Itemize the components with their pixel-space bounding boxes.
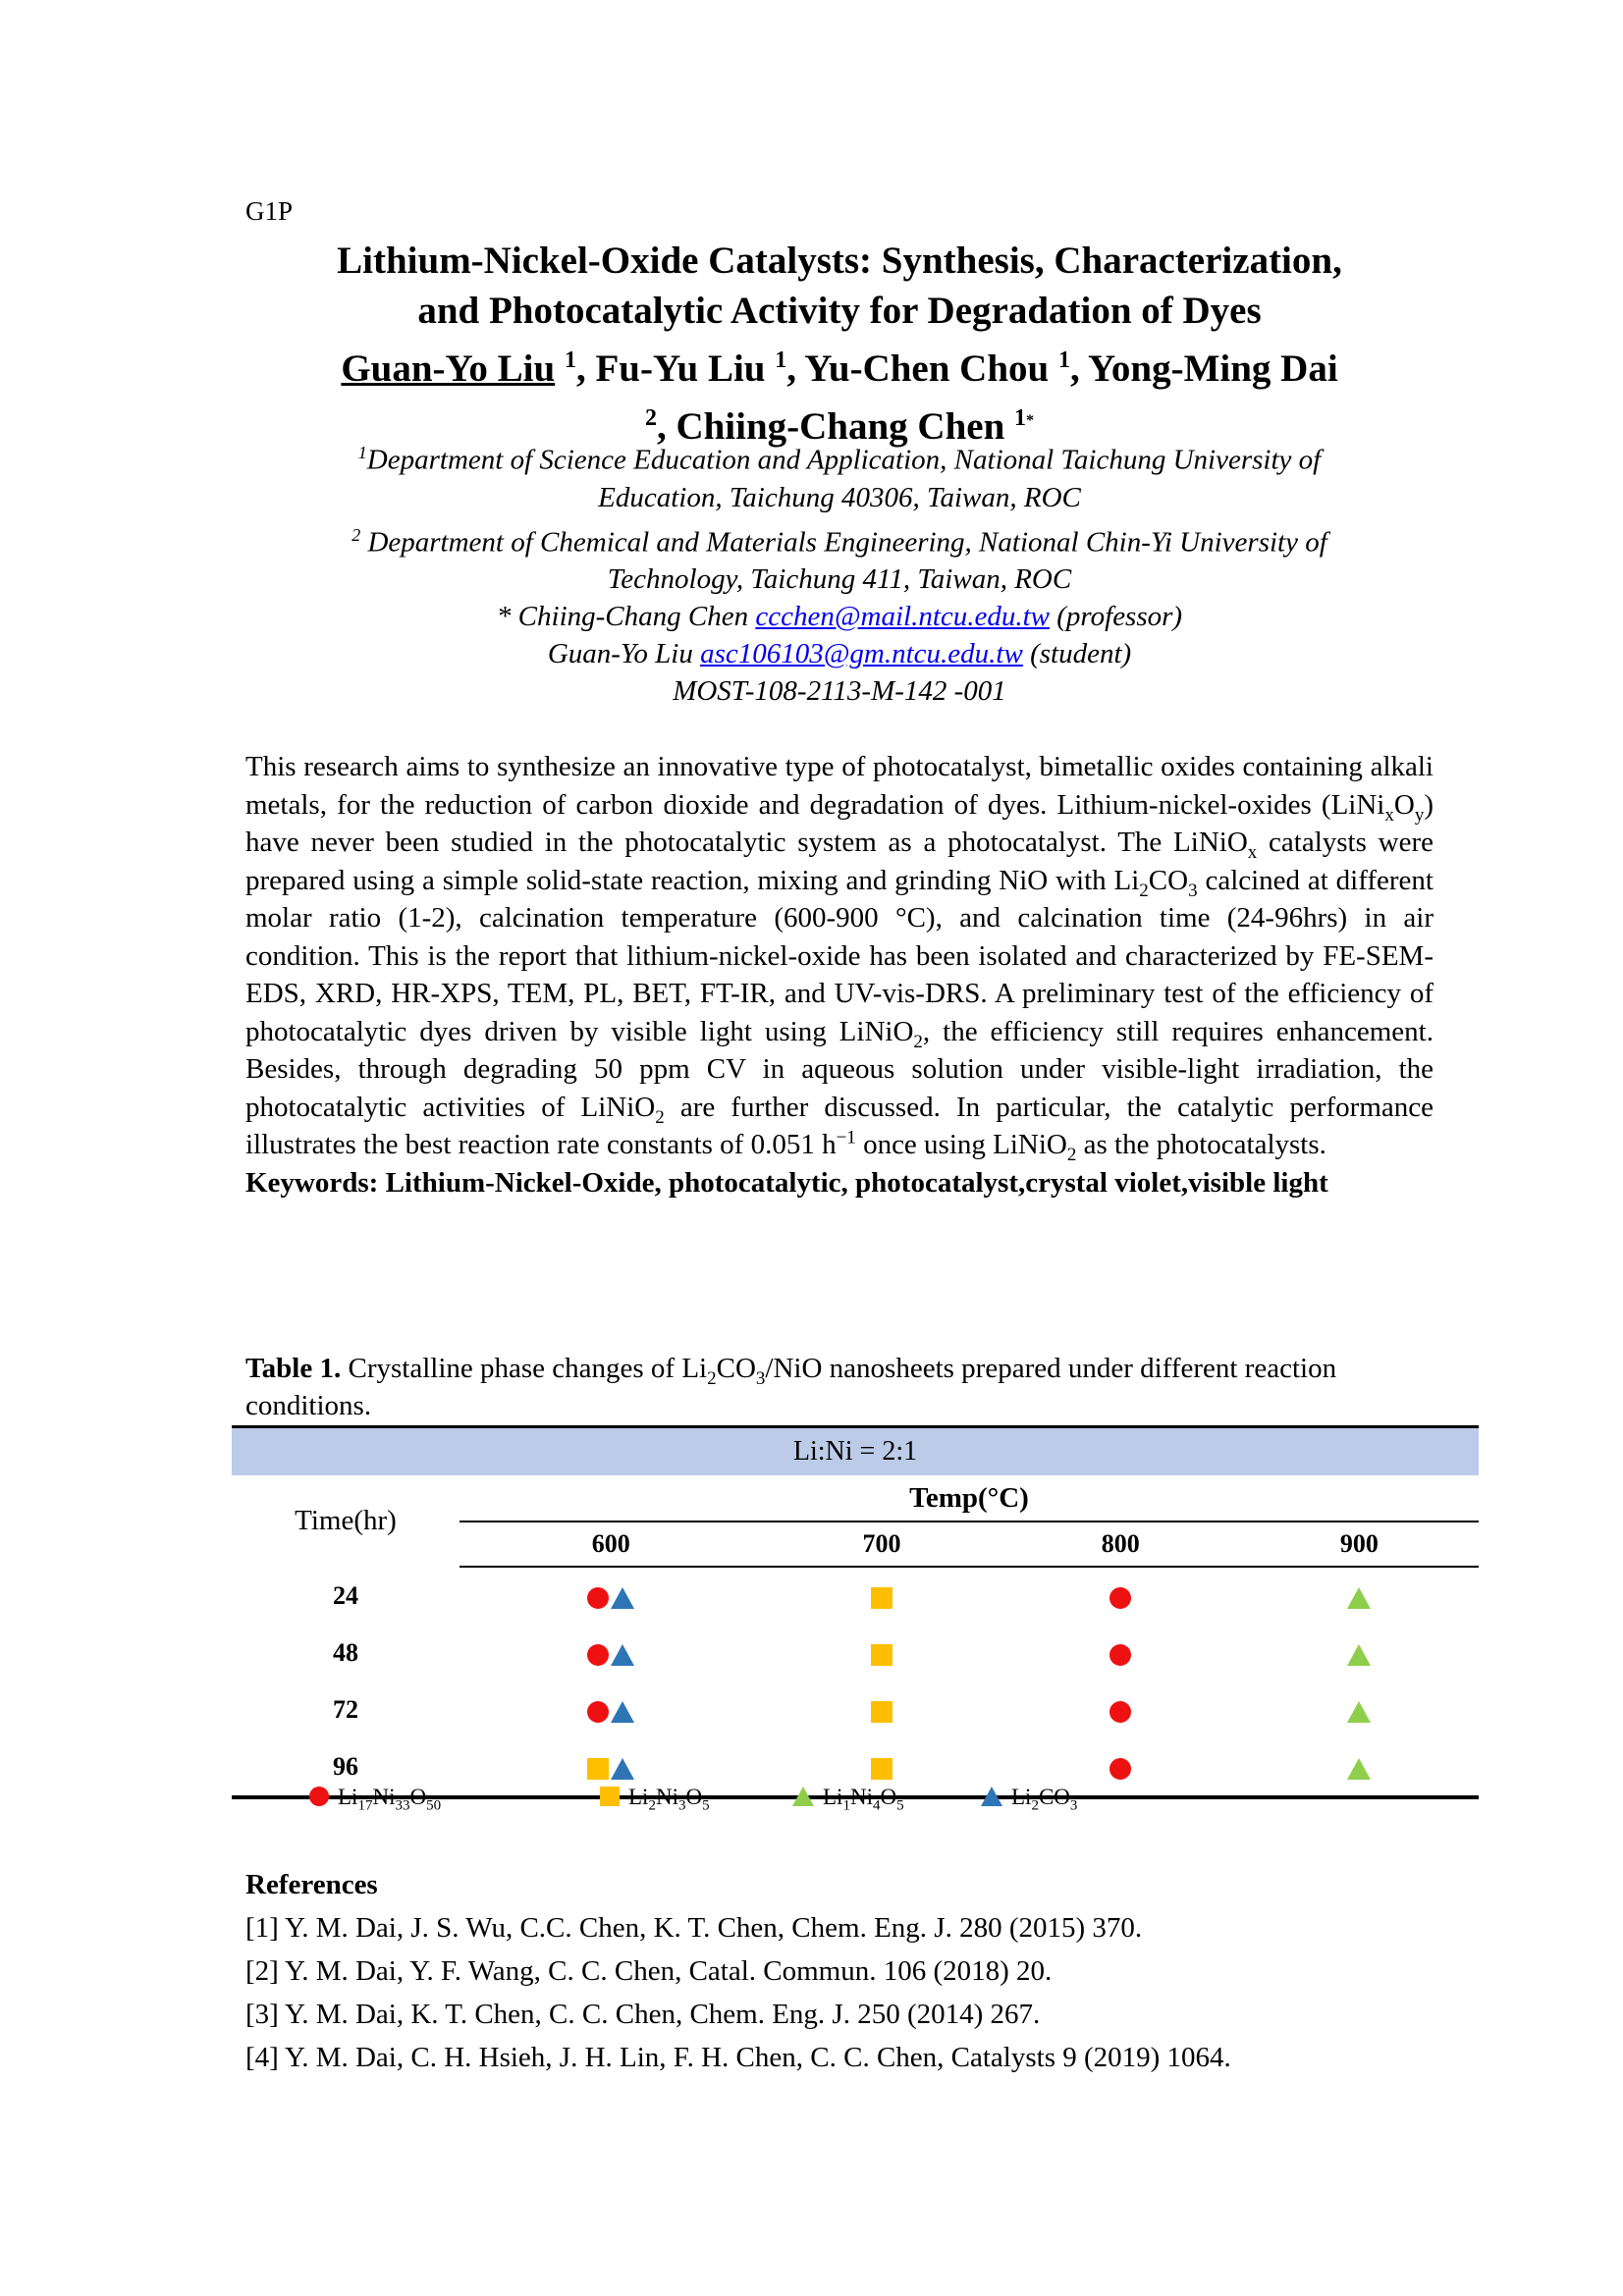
author-list: Guan-Yo Liu $^1$, Fu-Yu Liu $^1$, Yu-Chen Chou $^1$, Yong-Ming Dai $^2$, Chiing-Chang Chen $^{1*}$ — [341, 347, 1338, 448]
affiliation-1: $^1$Department of Science Education and Application, National Taichung University of Education, Taichung 40306, Taiwan, ROC — [357, 443, 1322, 513]
reference-1: [1] Y. M. Dai, J. S. Wu, C.C. Chen, K. T. Chen, Chem. Eng. J. 280 (2015) 370. — [245, 1912, 1143, 1944]
legend-item-li2co3: $Li_2CO_3$ — [980, 1785, 1077, 1815]
red-circle-icon — [586, 1638, 610, 1667]
author-3-mark: 1 — [1057, 347, 1070, 373]
time-cell: 72 — [333, 1695, 358, 1724]
phase-cell — [1001, 1625, 1240, 1682]
paper-title — [245, 236, 1434, 336]
phase-cell — [1240, 1625, 1479, 1682]
legend-item-li1ni4o5: $Li_1Ni_4O_5$ — [791, 1785, 904, 1815]
time-header: Time(hr) — [295, 1505, 397, 1536]
blue-triangle-icon — [610, 1695, 635, 1724]
reference-3: [3] Y. M. Dai, K. T. Chen, C. C. Chen, Chem. Eng. J. 250 (2014) 267. — [245, 1999, 1041, 2030]
red-circle-icon — [1109, 1638, 1132, 1667]
title-line-2: and Photocatalytic Activity for Degradation of Dyes — [417, 290, 1262, 332]
legend — [308, 1785, 1388, 1820]
phase-cell — [1001, 1567, 1240, 1625]
author-5: Chiing-Chang Chen — [676, 405, 1005, 448]
affiliation-2: $^2$ Department of Chemical and Materials Engineering, National Chin-Yi University of Technology, Taichung 411, Taiwan, ROC — [352, 524, 1327, 596]
yellow-square-icon — [870, 1752, 893, 1781]
reference-2: [2] Y. M. Dai, Y. F. Wang, C. C. Chen, Catal. Commun. 106 (2018) 20. — [245, 1955, 1053, 1987]
ratio-band: Li:Ni = 2:1 — [232, 1427, 1479, 1476]
author-2-mark: 1 — [775, 347, 787, 373]
phase-cell — [1001, 1682, 1240, 1738]
references — [245, 1863, 1434, 2079]
red-circle-icon — [586, 1695, 610, 1724]
yellow-square-icon — [870, 1581, 893, 1610]
phase-cell — [762, 1567, 1001, 1625]
phase-cell — [460, 1625, 762, 1682]
legend-item-li17ni33o50: $Li_{17}Ni_{33}O_{50}$ — [308, 1785, 441, 1815]
yellow-square-icon — [870, 1695, 893, 1724]
table-row — [232, 1567, 1479, 1625]
author-2: Fu-Yu Liu — [595, 347, 766, 390]
temp-900: 900 — [1240, 1522, 1479, 1567]
blue-triangle-icon — [610, 1752, 635, 1781]
yellow-square-icon — [586, 1752, 610, 1781]
time-cell: 96 — [232, 1738, 460, 1797]
legend-item-li2ni3o5: $Li_2Ni_3O_5$ — [599, 1785, 710, 1815]
references-heading: References — [245, 1869, 378, 1900]
red-circle-icon — [1109, 1752, 1132, 1781]
affiliations — [245, 434, 1434, 710]
temp-header: Temp(°C) — [460, 1475, 1479, 1522]
red-circle-icon — [1109, 1581, 1132, 1610]
blue-triangle-icon — [610, 1581, 635, 1610]
email-link-student[interactable]: asc106103@gm.ntcu.edu.tw — [700, 638, 1023, 670]
author-5-mark: 1* — [1014, 405, 1035, 431]
table-row — [232, 1682, 1479, 1738]
temp-700: 700 — [762, 1522, 1001, 1567]
green-triangle-icon — [1346, 1752, 1372, 1781]
phase-cell — [762, 1682, 1001, 1738]
phase-cell — [460, 1567, 762, 1625]
red-circle-icon — [1109, 1695, 1132, 1724]
blue-triangle-icon — [980, 1786, 1003, 1813]
phase-cell — [460, 1682, 762, 1738]
temp-800: 800 — [1001, 1522, 1240, 1567]
reference-4: [4] Y. M. Dai, C. H. Hsieh, J. H. Lin, F. H. Chen, C. C. Chen, Catalysts 9 (2019) 1064. — [245, 2042, 1231, 2073]
green-triangle-icon — [1346, 1581, 1372, 1610]
phase-cell — [762, 1625, 1001, 1682]
blue-triangle-icon — [610, 1638, 635, 1667]
time-cell: 48 — [333, 1638, 358, 1667]
author-1-mark: 1 — [564, 347, 576, 373]
table-row — [232, 1625, 1479, 1682]
yellow-square-icon — [870, 1638, 893, 1667]
yellow-square-icon — [599, 1786, 621, 1813]
phase-cell — [1240, 1567, 1479, 1625]
green-triangle-icon — [1346, 1638, 1372, 1667]
title-line-1: Lithium-Nickel-Oxide Catalysts: Synthesis, Characterization, — [337, 240, 1342, 282]
contact-1: * Chiing-Chang Chen ccchen@mail.ntcu.edu.tw (professor) — [496, 601, 1183, 633]
green-triangle-icon — [791, 1786, 815, 1813]
phase-cell — [1240, 1682, 1479, 1738]
time-cell: 24 — [333, 1580, 358, 1610]
abstract: This research aims to synthesize an innovative type of photocatalyst, bimetallic oxides containing alkali metals, for the reduction of carbon dioxide and degradation of dyes. Lithium-nickel-oxides $(LiNi_xO_y)$ have never been studied in the photocatalytic system as a photocatalyst. The LiNiO$_x$ catalysts were prepared using a simple solid-state reaction, mixing and grinding NiO with $Li_2CO_3$ calcined at different molar ratio (1-2), calcination temperature (600-900 °C), and calcination time (24-96hrs) in air condition. This is the report that lithium-nickel-oxide has been isolated and characterized by FE-SEM-EDS, XRD, HR-XPS, TEM, PL, BET, FT-IR, and UV-vis-DRS. A preliminary test of the efficiency of photocatalytic dyes driven by visible light using LiNiO$_2$, the efficiency still requires enhancement. Besides, through degrading 50 ppm CV in aqueous solution under visible-light irradiation, the photocatalytic activities of LiNiO$_2$ are further discussed. In particular, the catalytic performance illustrates the best reaction rate constants of 0.051 $h^{-1}$ once using LiNiO$_2$ as the photocatalysts. Keywords: Lithium-Nickel-Oxide, photocatalytic, photocatalyst,crystal violet,visible light — [245, 748, 1434, 1201]
contact-2: Guan-Yo Liu asc106103@gm.ntcu.edu.tw (student) — [547, 638, 1132, 670]
email-link-professor[interactable]: ccchen@mail.ntcu.edu.tw — [755, 601, 1051, 633]
author-3: Yu-Chen Chou — [804, 347, 1050, 390]
keywords: Keywords: Lithium-Nickel-Oxide, photocatalytic, photocatalyst,crystal violet,visible light — [245, 1166, 1328, 1199]
session-code: G1P — [245, 196, 294, 226]
green-triangle-icon — [1346, 1695, 1372, 1724]
phase-table — [232, 1425, 1479, 1799]
author-4: Yong-Ming Dai — [1088, 347, 1338, 390]
table-caption: Table 1. Crystalline phase changes of $Li_2CO_3$/NiO nanosheets prepared under different reaction conditions. — [245, 1353, 1337, 1421]
red-circle-icon — [308, 1786, 330, 1813]
grant-number: MOST-108-2113-M-142 -001 — [673, 675, 1006, 708]
author-1: Guan-Yo Liu — [341, 347, 556, 390]
temp-600: 600 — [460, 1522, 762, 1567]
red-circle-icon — [586, 1581, 610, 1610]
author-4-mark: 2 — [644, 405, 657, 431]
